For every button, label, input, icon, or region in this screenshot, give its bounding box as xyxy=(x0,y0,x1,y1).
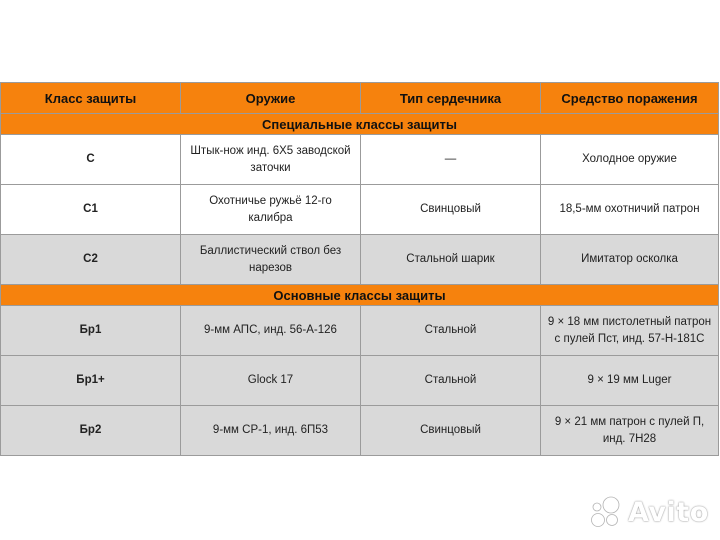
cell-means: 18,5-мм охотничий патрон xyxy=(541,185,719,235)
cell-class: Бр2 xyxy=(1,406,181,456)
table-header-row xyxy=(1,83,719,114)
cell-class: С1 xyxy=(1,185,181,235)
cell-means: Имитатор осколка xyxy=(541,235,719,285)
avito-dots-logo-icon xyxy=(588,495,622,529)
cell-core: Свинцовый xyxy=(361,406,541,456)
avito-watermark xyxy=(588,492,709,532)
cell-weapon: 9-мм АПС, инд. 56-А-126 xyxy=(181,306,361,356)
cell-means: Холодное оружие xyxy=(541,135,719,185)
cell-weapon: Glock 17 xyxy=(181,356,361,406)
cell-weapon: Баллистический ствол без нарезов xyxy=(181,235,361,285)
section-header-row xyxy=(1,114,719,135)
header-means-of-damage: Средство поражения xyxy=(541,83,719,114)
cell-weapon: 9-мм СР-1, инд. 6П53 xyxy=(181,406,361,456)
cell-core: Свинцовый xyxy=(361,185,541,235)
cell-class: Бр1+ xyxy=(1,356,181,406)
cell-core: Стальной xyxy=(361,356,541,406)
protection-class-table xyxy=(0,82,719,456)
section-title-special: Специальные классы защиты xyxy=(1,114,719,135)
cell-means: 9 × 21 мм патрон с пулей П, инд. 7Н28 xyxy=(541,406,719,456)
section-header-row xyxy=(1,285,719,306)
cell-class: Бр1 xyxy=(1,306,181,356)
table-row xyxy=(1,306,719,356)
cell-weapon: Охотничье ружьё 12-го калибра xyxy=(181,185,361,235)
header-core-type: Тип сердечника xyxy=(361,83,541,114)
header-weapon: Оружие xyxy=(181,83,361,114)
table-row xyxy=(1,356,719,406)
table-row xyxy=(1,406,719,456)
table-row xyxy=(1,235,719,285)
cell-core: Стальной шарик xyxy=(361,235,541,285)
table-row xyxy=(1,185,719,235)
avito-wordmark: Avito xyxy=(628,496,709,528)
cell-means: 9 × 19 мм Luger xyxy=(541,356,719,406)
cell-weapon: Штык-нож инд. 6Х5 заводской заточки xyxy=(181,135,361,185)
cell-core: Стальной xyxy=(361,306,541,356)
table-row xyxy=(1,135,719,185)
cell-core: — xyxy=(361,135,541,185)
cell-means: 9 × 18 мм пистолетный патрон с пулей Пст, инд. 57-Н-181С xyxy=(541,306,719,356)
header-protection-class: Класс защиты xyxy=(1,83,181,114)
cell-class: С2 xyxy=(1,235,181,285)
section-title-main: Основные классы защиты xyxy=(1,285,719,306)
cell-class: С xyxy=(1,135,181,185)
